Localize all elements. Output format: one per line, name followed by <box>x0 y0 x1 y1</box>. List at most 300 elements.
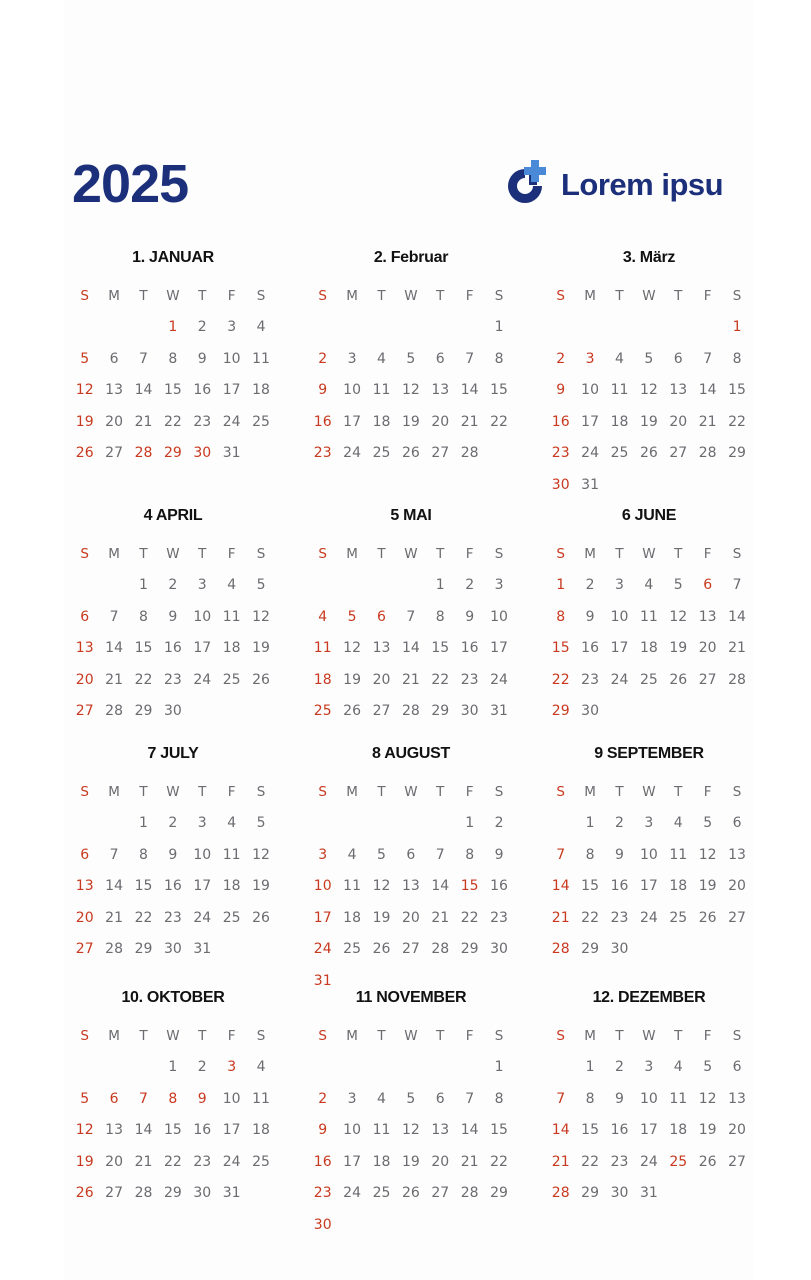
day-cell: 29 <box>163 1185 182 1201</box>
day-cell: 20 <box>75 671 94 688</box>
weekday-header: M <box>108 546 120 562</box>
day-cell: 15 <box>163 1122 182 1138</box>
day-cell: 1 <box>556 577 566 593</box>
day-cell: 10 <box>490 608 508 625</box>
day-cell: 24 <box>639 1153 658 1170</box>
day-cell: 5 <box>80 1090 90 1107</box>
day-cell: 27 <box>669 445 688 461</box>
day-cell: 24 <box>343 1185 361 1201</box>
day-cell: 17 <box>193 878 212 894</box>
empty-day-cell <box>484 1215 513 1247</box>
day-cell: 17 <box>490 640 508 656</box>
day-cell: 6 <box>406 846 416 863</box>
day-cell: 19 <box>401 1153 420 1170</box>
day-cell: 21 <box>134 1153 153 1170</box>
month-block <box>308 248 514 475</box>
day-cell: 21 <box>551 1153 570 1170</box>
day-cell: 7 <box>465 350 475 367</box>
weekday-header: S <box>256 784 266 800</box>
weekday-header: F <box>703 546 712 562</box>
weekday-header: T <box>436 288 445 304</box>
empty-day-cell <box>426 1057 455 1089</box>
day-cell: 13 <box>431 382 450 398</box>
day-cell: 15 <box>551 640 570 656</box>
weekday-header: F <box>227 288 236 304</box>
day-cell: 29 <box>490 1185 508 1201</box>
day-cell: 3 <box>615 577 624 593</box>
weekday-header: T <box>674 784 683 800</box>
day-cell: 18 <box>639 640 658 656</box>
day-cell: 16 <box>313 1153 332 1170</box>
day-cell: 18 <box>372 413 391 430</box>
empty-day-cell <box>99 317 128 349</box>
day-cell: 28 <box>105 703 123 719</box>
day-cell: 23 <box>313 1185 332 1201</box>
day-cell: 31 <box>193 941 212 957</box>
weekday-header: M <box>584 784 596 800</box>
empty-day-cell <box>396 575 425 607</box>
weekday-header: T <box>198 546 207 562</box>
weekday-header: T <box>377 288 386 304</box>
day-cell: 8 <box>585 846 595 863</box>
day-cell: 10 <box>193 846 212 863</box>
day-cell: 8 <box>732 350 742 367</box>
day-cell: 16 <box>490 878 508 894</box>
day-cell: 14 <box>134 1122 153 1138</box>
weekday-header: T <box>198 1028 207 1044</box>
empty-day-cell <box>367 1215 396 1247</box>
day-cell: 31 <box>222 1185 241 1201</box>
day-cell: 11 <box>372 382 391 398</box>
day-cell: 7 <box>109 846 119 863</box>
day-cell: 31 <box>639 1185 658 1201</box>
day-cell: 17 <box>193 640 212 656</box>
empty-day-cell <box>546 813 575 845</box>
day-cell: 5 <box>703 1059 713 1075</box>
day-cell: 5 <box>256 577 266 593</box>
day-cell: 15 <box>134 878 153 894</box>
weekday-header: M <box>108 288 120 304</box>
day-cell: 28 <box>460 445 479 461</box>
day-cell: 3 <box>197 815 207 831</box>
month-block <box>546 744 752 971</box>
day-cell: 16 <box>460 640 479 656</box>
day-cell: 11 <box>252 350 270 367</box>
day-cell: 30 <box>163 703 182 719</box>
day-cell: 23 <box>193 413 212 430</box>
day-cell: 3 <box>197 577 207 593</box>
day-cell: 29 <box>134 703 153 719</box>
day-cell: 24 <box>313 941 332 957</box>
day-cell: 8 <box>465 846 475 863</box>
day-cell: 26 <box>669 671 688 688</box>
day-cell: 8 <box>168 350 178 367</box>
day-cell: 10 <box>343 1122 361 1138</box>
day-cell: 29 <box>163 445 182 461</box>
day-cell: 22 <box>134 671 153 688</box>
day-cell: 28 <box>431 941 450 957</box>
day-cell: 25 <box>222 671 241 688</box>
day-cell: 15 <box>728 382 746 398</box>
empty-day-cell <box>575 317 604 349</box>
empty-day-cell <box>426 1215 455 1247</box>
day-cell: 12 <box>252 608 270 625</box>
brand-name: Lorem ipsu <box>561 167 724 202</box>
weekday-header: T <box>436 1028 445 1044</box>
day-cell: 9 <box>168 846 178 863</box>
day-cell: 16 <box>163 878 182 894</box>
day-cell: 28 <box>134 445 153 461</box>
day-cell: 4 <box>615 350 624 367</box>
day-cell: 2 <box>494 815 504 831</box>
empty-day-cell <box>367 317 396 349</box>
day-cell: 26 <box>401 445 420 461</box>
day-cell: 7 <box>406 608 416 625</box>
weekday-header: F <box>227 1028 236 1044</box>
day-cell: 15 <box>460 878 479 894</box>
month-title: 6 JUNE <box>621 507 677 524</box>
day-cell: 18 <box>610 413 629 430</box>
weekday-header: T <box>615 288 624 304</box>
weekday-header: S <box>732 784 742 800</box>
day-cell: 9 <box>465 608 475 625</box>
day-cell: 6 <box>732 815 742 831</box>
day-cell: 30 <box>460 703 479 719</box>
day-cell: 4 <box>227 815 237 831</box>
empty-day-cell <box>484 443 513 475</box>
day-cell: 13 <box>75 878 94 894</box>
empty-day-cell <box>337 813 366 845</box>
empty-day-cell <box>217 939 246 971</box>
weekday-header: M <box>108 784 120 800</box>
day-cell: 8 <box>585 1090 595 1107</box>
day-cell: 12 <box>401 1122 420 1138</box>
day-cell: 23 <box>551 445 570 461</box>
day-cell: 17 <box>639 1122 658 1138</box>
day-cell: 28 <box>460 1185 479 1201</box>
day-cell: 2 <box>168 815 178 831</box>
day-cell: 29 <box>460 941 479 957</box>
month-block <box>308 988 514 1246</box>
empty-day-cell <box>634 701 663 733</box>
weekday-header: W <box>166 288 180 304</box>
month-days-grid <box>70 544 276 733</box>
day-cell: 21 <box>401 671 420 688</box>
day-cell: 20 <box>431 1153 450 1170</box>
day-cell: 25 <box>252 413 270 430</box>
day-cell: 8 <box>435 608 445 625</box>
day-cell: 14 <box>105 640 123 656</box>
day-cell: 22 <box>460 909 479 926</box>
day-cell: 17 <box>581 413 599 430</box>
day-cell: 25 <box>372 1185 391 1201</box>
empty-day-cell <box>308 813 337 845</box>
month-days-grid <box>546 544 752 733</box>
day-cell: 26 <box>75 1185 94 1201</box>
day-cell: 20 <box>669 413 688 430</box>
month-block <box>546 988 752 1215</box>
empty-day-cell <box>693 1183 722 1215</box>
weekday-header: F <box>227 784 236 800</box>
day-cell: 25 <box>252 1153 270 1170</box>
weekday-header: M <box>108 1028 120 1044</box>
day-cell: 26 <box>698 1153 717 1170</box>
day-cell: 9 <box>318 1122 328 1138</box>
day-cell: 9 <box>168 608 178 625</box>
day-cell: 5 <box>377 846 386 863</box>
day-cell: 14 <box>401 640 420 656</box>
day-cell: 23 <box>193 1153 212 1170</box>
month-block <box>308 506 514 733</box>
weekday-header: T <box>198 784 207 800</box>
day-cell: 28 <box>401 703 420 719</box>
day-cell: 29 <box>581 1185 599 1201</box>
day-cell: 28 <box>551 1185 570 1201</box>
weekday-header: M <box>346 784 358 800</box>
weekday-header: S <box>80 1028 89 1044</box>
day-cell: 13 <box>728 1090 746 1107</box>
day-cell: 16 <box>581 640 599 656</box>
day-cell: 4 <box>673 815 683 831</box>
weekday-header: S <box>556 546 565 562</box>
day-cell: 18 <box>372 1153 391 1170</box>
empty-day-cell <box>693 701 722 733</box>
month-days-grid <box>546 1026 752 1215</box>
day-cell: 20 <box>372 671 391 688</box>
day-cell: 17 <box>343 1153 361 1170</box>
day-cell: 8 <box>139 846 148 863</box>
empty-day-cell <box>396 1215 425 1247</box>
day-cell: 2 <box>556 350 566 367</box>
empty-day-cell <box>693 317 722 349</box>
day-cell: 6 <box>80 846 90 863</box>
day-cell: 23 <box>610 1153 629 1170</box>
day-cell: 21 <box>460 1153 479 1170</box>
weekday-header: W <box>166 784 180 800</box>
day-cell: 5 <box>406 350 416 367</box>
day-cell: 4 <box>644 577 654 593</box>
weekday-header: S <box>318 784 327 800</box>
empty-day-cell <box>308 1057 337 1089</box>
day-cell: 8 <box>556 608 566 625</box>
day-cell: 1 <box>435 577 445 593</box>
day-cell: 28 <box>105 941 123 957</box>
month-block <box>308 744 514 1002</box>
day-cell: 28 <box>134 1185 153 1201</box>
day-cell: 19 <box>372 909 391 926</box>
day-cell: 16 <box>193 382 212 398</box>
empty-day-cell <box>664 701 693 733</box>
day-cell: 13 <box>372 640 391 656</box>
day-cell: 18 <box>313 671 332 688</box>
day-cell: 29 <box>581 941 599 957</box>
day-cell: 14 <box>431 878 450 894</box>
day-cell: 20 <box>105 413 123 430</box>
day-cell: 16 <box>193 1122 212 1138</box>
day-cell: 10 <box>222 350 241 367</box>
day-cell: 24 <box>222 1153 241 1170</box>
day-cell: 22 <box>581 909 599 926</box>
day-cell: 27 <box>75 703 94 719</box>
day-cell: 24 <box>193 909 212 926</box>
weekday-header: M <box>584 1028 596 1044</box>
day-cell: 19 <box>75 413 94 430</box>
month-title: 12. DEZEMBER <box>592 989 706 1006</box>
day-cell: 16 <box>551 413 570 430</box>
day-cell: 13 <box>401 878 420 894</box>
day-cell: 28 <box>551 941 570 957</box>
day-cell: 24 <box>581 445 599 461</box>
day-cell: 12 <box>372 878 391 894</box>
day-cell: 21 <box>134 413 153 430</box>
empty-day-cell <box>546 1057 575 1089</box>
empty-day-cell <box>246 939 275 971</box>
day-cell: 12 <box>698 1090 717 1107</box>
day-cell: 22 <box>163 1153 182 1170</box>
month-title: 11 NOVEMBER <box>355 989 467 1006</box>
day-cell: 12 <box>401 382 420 398</box>
day-cell: 31 <box>581 476 599 493</box>
empty-day-cell <box>246 443 275 475</box>
month-title: 10. OKTOBER <box>121 989 225 1006</box>
day-cell: 19 <box>75 1153 94 1170</box>
day-cell: 1 <box>168 1059 178 1075</box>
month-days-grid <box>70 1026 276 1215</box>
day-cell: 11 <box>343 878 361 894</box>
day-cell: 9 <box>318 382 328 398</box>
day-cell: 7 <box>465 1090 475 1107</box>
empty-day-cell <box>605 701 634 733</box>
day-cell: 19 <box>698 878 717 894</box>
day-cell: 19 <box>401 413 420 430</box>
day-cell: 26 <box>698 909 717 926</box>
weekday-header: W <box>166 546 180 562</box>
day-cell: 20 <box>105 1153 123 1170</box>
day-cell: 15 <box>134 640 153 656</box>
day-cell: 27 <box>431 1185 450 1201</box>
day-cell: 12 <box>698 846 717 863</box>
month-days-grid <box>70 286 276 475</box>
day-cell: 5 <box>256 815 266 831</box>
day-cell: 6 <box>703 577 713 593</box>
month-title: 2. Februar <box>373 249 449 266</box>
day-cell: 10 <box>193 608 212 625</box>
weekday-header: F <box>465 784 474 800</box>
weekday-header: T <box>436 784 445 800</box>
empty-day-cell <box>722 939 751 971</box>
day-cell: 18 <box>252 382 270 398</box>
weekday-header: F <box>703 288 712 304</box>
day-cell: 7 <box>109 608 119 625</box>
empty-day-cell <box>693 939 722 971</box>
day-cell: 7 <box>139 1090 148 1107</box>
day-cell: 27 <box>372 703 391 719</box>
day-cell: 30 <box>610 1185 629 1201</box>
empty-day-cell <box>546 317 575 349</box>
weekday-header: M <box>346 1028 358 1044</box>
weekday-header: S <box>256 288 266 304</box>
day-cell: 11 <box>252 1090 270 1107</box>
empty-day-cell <box>337 1057 366 1089</box>
day-cell: 6 <box>673 350 683 367</box>
day-cell: 20 <box>401 909 420 926</box>
day-cell: 1 <box>139 577 148 593</box>
day-cell: 27 <box>105 445 123 461</box>
day-cell: 21 <box>105 671 123 688</box>
weekday-header: S <box>494 546 504 562</box>
month-days-grid <box>70 782 276 971</box>
day-cell: 21 <box>431 909 450 926</box>
day-cell: 19 <box>639 413 658 430</box>
day-cell: 22 <box>581 1153 599 1170</box>
weekday-header: W <box>642 288 656 304</box>
day-cell: 3 <box>227 1059 237 1075</box>
weekday-header: M <box>584 288 596 304</box>
day-cell: 7 <box>732 577 742 593</box>
weekday-header: W <box>404 546 418 562</box>
day-cell: 2 <box>318 350 328 367</box>
day-cell: 11 <box>222 846 241 863</box>
day-cell: 14 <box>551 1122 570 1138</box>
weekday-header: F <box>227 546 236 562</box>
day-cell: 4 <box>227 577 237 593</box>
day-cell: 16 <box>163 640 182 656</box>
weekday-header: S <box>80 288 89 304</box>
day-cell: 25 <box>313 703 332 719</box>
day-cell: 12 <box>75 382 94 398</box>
day-cell: 19 <box>252 878 270 894</box>
empty-day-cell <box>426 317 455 349</box>
day-cell: 6 <box>435 1090 445 1107</box>
day-cell: 7 <box>556 1090 566 1107</box>
day-cell: 23 <box>163 909 182 926</box>
day-cell: 27 <box>431 445 450 461</box>
day-cell: 14 <box>551 878 570 894</box>
day-cell: 21 <box>728 640 746 656</box>
weekday-header: T <box>674 288 683 304</box>
day-cell: 27 <box>728 1153 746 1170</box>
empty-day-cell <box>455 317 484 349</box>
empty-day-cell <box>664 1183 693 1215</box>
weekday-header: S <box>494 784 504 800</box>
day-cell: 12 <box>639 382 658 398</box>
weekday-header: W <box>642 1028 656 1044</box>
empty-day-cell <box>396 1057 425 1089</box>
day-cell: 21 <box>460 413 479 430</box>
day-cell: 22 <box>551 671 570 688</box>
day-cell: 14 <box>698 382 717 398</box>
day-cell: 15 <box>581 878 599 894</box>
month-block <box>70 248 276 475</box>
empty-day-cell <box>367 575 396 607</box>
month-title: 1. JANUAR <box>132 249 214 266</box>
day-cell: 22 <box>490 1153 508 1170</box>
day-cell: 6 <box>109 350 119 367</box>
empty-day-cell <box>337 317 366 349</box>
weekday-header: S <box>318 546 327 562</box>
day-cell: 27 <box>401 941 420 957</box>
empty-day-cell <box>664 475 693 507</box>
month-title: 3. März <box>622 249 676 266</box>
month-days-grid <box>308 1026 514 1246</box>
day-cell: 8 <box>494 350 504 367</box>
month-title: 8 AUGUST <box>372 745 450 762</box>
day-cell: 7 <box>556 846 566 863</box>
weekday-header: T <box>377 1028 386 1044</box>
empty-day-cell <box>693 475 722 507</box>
weekday-header: S <box>80 546 89 562</box>
day-cell: 18 <box>252 1122 270 1138</box>
